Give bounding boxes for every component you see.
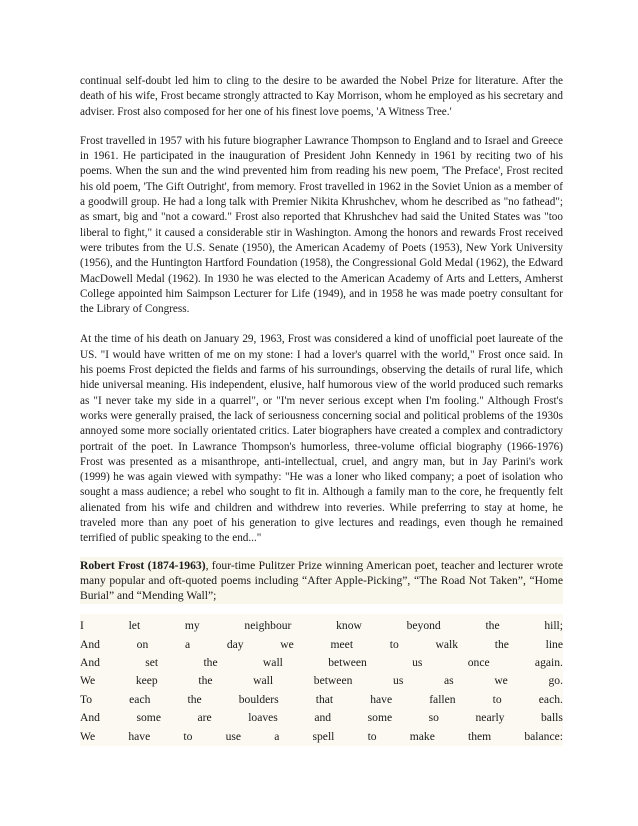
poem-word: each: [129, 692, 151, 706]
poem-word: a: [274, 729, 280, 743]
poem-line: [80, 654, 563, 672]
poem-line: [80, 709, 563, 727]
poem-word: I: [80, 619, 84, 633]
poem-word: we: [494, 674, 508, 688]
poem-word: And: [80, 711, 100, 725]
poem-word: between: [313, 674, 353, 688]
poem-word: make: [409, 729, 435, 743]
poem-word: each.: [538, 692, 563, 706]
poem-word: us: [393, 674, 404, 688]
poem-word: We: [80, 674, 96, 688]
paragraph-death-legacy: At the time of his death on January 29, 1963, Frost was considered a kind of unofficial poet laureate of the US. "I would have written of me on my stone: I had a lover's quarrel with the world," Frost once said. In his poems Frost depicted the fields and farms of his surroundings, observing the details of rural life, which hide universal meaning. His independent, elusive, half humorous view of the world produced such remarks as "I never take my side in a quarrel", or "I'm never serious except when I'm fooling." Although Frost's works were generally praised, the lack of seriousness concerning social and political problems of the 1930s annoyed some more socially orientated critics. Later biographers have created a complex and contradictory portrait of the poet. In Lawrance Thompson's humorless, three-volume official biography (1966-1976) Frost was presented as a misanthrope, anti-intellectual, cruel, and angry man, but in Jay Parini's work (1999) he was again viewed with sympathy: "He was a loner who liked company; a poet of isolation who sought a mass audience; a rebel who sought to fit in. Although a family man to the core, he frequently felt alienated from his wife and children and withdrew into reveries. While preferring to stay at home, he traveled more than any poet of his generation to give lectures and readings, even though he remained terrified of public speaking to the end...": [80, 333, 563, 545]
poem-word: boulders: [238, 692, 279, 706]
poem-word: my: [184, 619, 200, 633]
poem-word: once: [467, 656, 490, 670]
poem-word: to: [183, 729, 193, 743]
poem-word: as: [444, 674, 454, 688]
poem-word: the: [198, 674, 213, 688]
poem-word: them: [468, 729, 492, 743]
poem-word: the: [187, 692, 202, 706]
poem-word: spell: [312, 729, 335, 743]
poem-word: are: [197, 711, 212, 725]
poem-word: balance:: [524, 729, 563, 743]
poem-line: [80, 728, 563, 746]
poem-line: [80, 672, 563, 690]
poem-word: meet: [330, 637, 354, 651]
poem-word: set: [145, 656, 159, 670]
poem-word: fallen: [429, 692, 456, 706]
poem-word: the: [485, 619, 500, 633]
poem-word: us: [412, 656, 423, 670]
poem-word: beyond: [406, 619, 441, 633]
poem-word: use: [225, 729, 242, 743]
poem-word: neighbour: [244, 619, 292, 633]
poem-word: to: [492, 692, 502, 706]
poem-word: the: [203, 656, 218, 670]
poem-word: We: [80, 729, 96, 743]
paragraph-travels-honors: Frost travelled in 1957 with his future biographer Lawrance Thompson to England and to Israel and Greece in 1961. He participated in the inauguration of President John Kennedy in 1961 by reciting two of his poems. When the sun and the wind prevented him from reading his new poem, 'The Preface', Frost recited his old poem, 'The Gift Outright', from memory. Frost travelled in 1962 in the Soviet Union as a member of a goodwill group. He had a long talk with Premier Nikita Khrushchev, whom he described as "no fathead"; as smart, big and "not a coward." Frost also reported that Khrushchev had said the United States was "too liberal to fight," it caused a considerable stir in Washington. Among the honors and rewards Frost received were tributes from the U.S. Senate (1950), the American Academy of Poets (1953), New York University (1956), and the Huntington Hartford Foundation (1958), the Congressional Gold Medal (1962), the Edward MacDowell Medal (1962). In 1930 he was elected to the American Academy of Arts and Letters, Amherst College appointed him Saimpson Lecturer for Life (1949), and in 1958 he was made poetry consultant for the Library of Congress.: [80, 134, 563, 316]
poem-word: wall: [262, 656, 283, 670]
poem-line: [80, 691, 563, 709]
poem-word: keep: [135, 674, 158, 688]
poem-line: [80, 617, 563, 635]
poem-word: a: [184, 637, 191, 651]
poem-word: have: [370, 692, 393, 706]
poem-word: day: [226, 637, 244, 651]
document-page: [80, 74, 563, 746]
paragraph-nobel-kay-morrison: continual self-doubt led him to cling to the desire to be awarded the Nobel Prize for literature. After the death of his wife, Frost became strongly attracted to Kay Morrison, whom he employed as his secretary and adviser. Frost also composed for her one of his finest love poems, 'A Witness Tree.': [80, 75, 563, 118]
poem-word: And: [80, 637, 100, 651]
poem-word: line: [545, 637, 563, 651]
poem-word: to: [389, 637, 399, 651]
bio-text: , four-time Pulitzer Prize winning American poet, teacher and lecturer wrote many popular and oft-quoted poems including “After Apple-Picking”, “The Road Not Taken”, “Home Burial” and “Mending Wall”;: [80, 558, 563, 603]
poem-word: hill;: [544, 619, 563, 633]
poem-word: have: [128, 729, 151, 743]
poem-word: so: [428, 711, 439, 725]
poem-word: wall: [253, 674, 274, 688]
poem-word: that: [315, 692, 334, 706]
poem-word: And: [80, 656, 100, 670]
poem-word: again.: [534, 656, 563, 670]
poem-word: know: [336, 619, 362, 633]
poem-word: the: [494, 637, 509, 651]
poem-word: go.: [548, 674, 563, 688]
poem-word: to: [367, 729, 377, 743]
poem-word: balls: [541, 711, 563, 725]
bio-name: Robert Frost (1874-1963): [80, 558, 206, 572]
poem-excerpt: [80, 614, 563, 746]
poem-word: between: [328, 656, 367, 670]
poem-word: nearly: [475, 711, 505, 725]
poem-word: walk: [435, 637, 459, 651]
poem-word: we: [280, 637, 294, 651]
poem-word: let: [128, 619, 141, 633]
poem-word: some: [136, 711, 161, 725]
poem-word: loaves: [248, 711, 278, 725]
poem-word: on: [136, 637, 149, 651]
poem-word: To: [80, 692, 93, 706]
poem-word: and: [314, 711, 332, 725]
poem-line: [80, 636, 563, 654]
poem-word: some: [367, 711, 393, 725]
bio-summary: [80, 557, 563, 605]
